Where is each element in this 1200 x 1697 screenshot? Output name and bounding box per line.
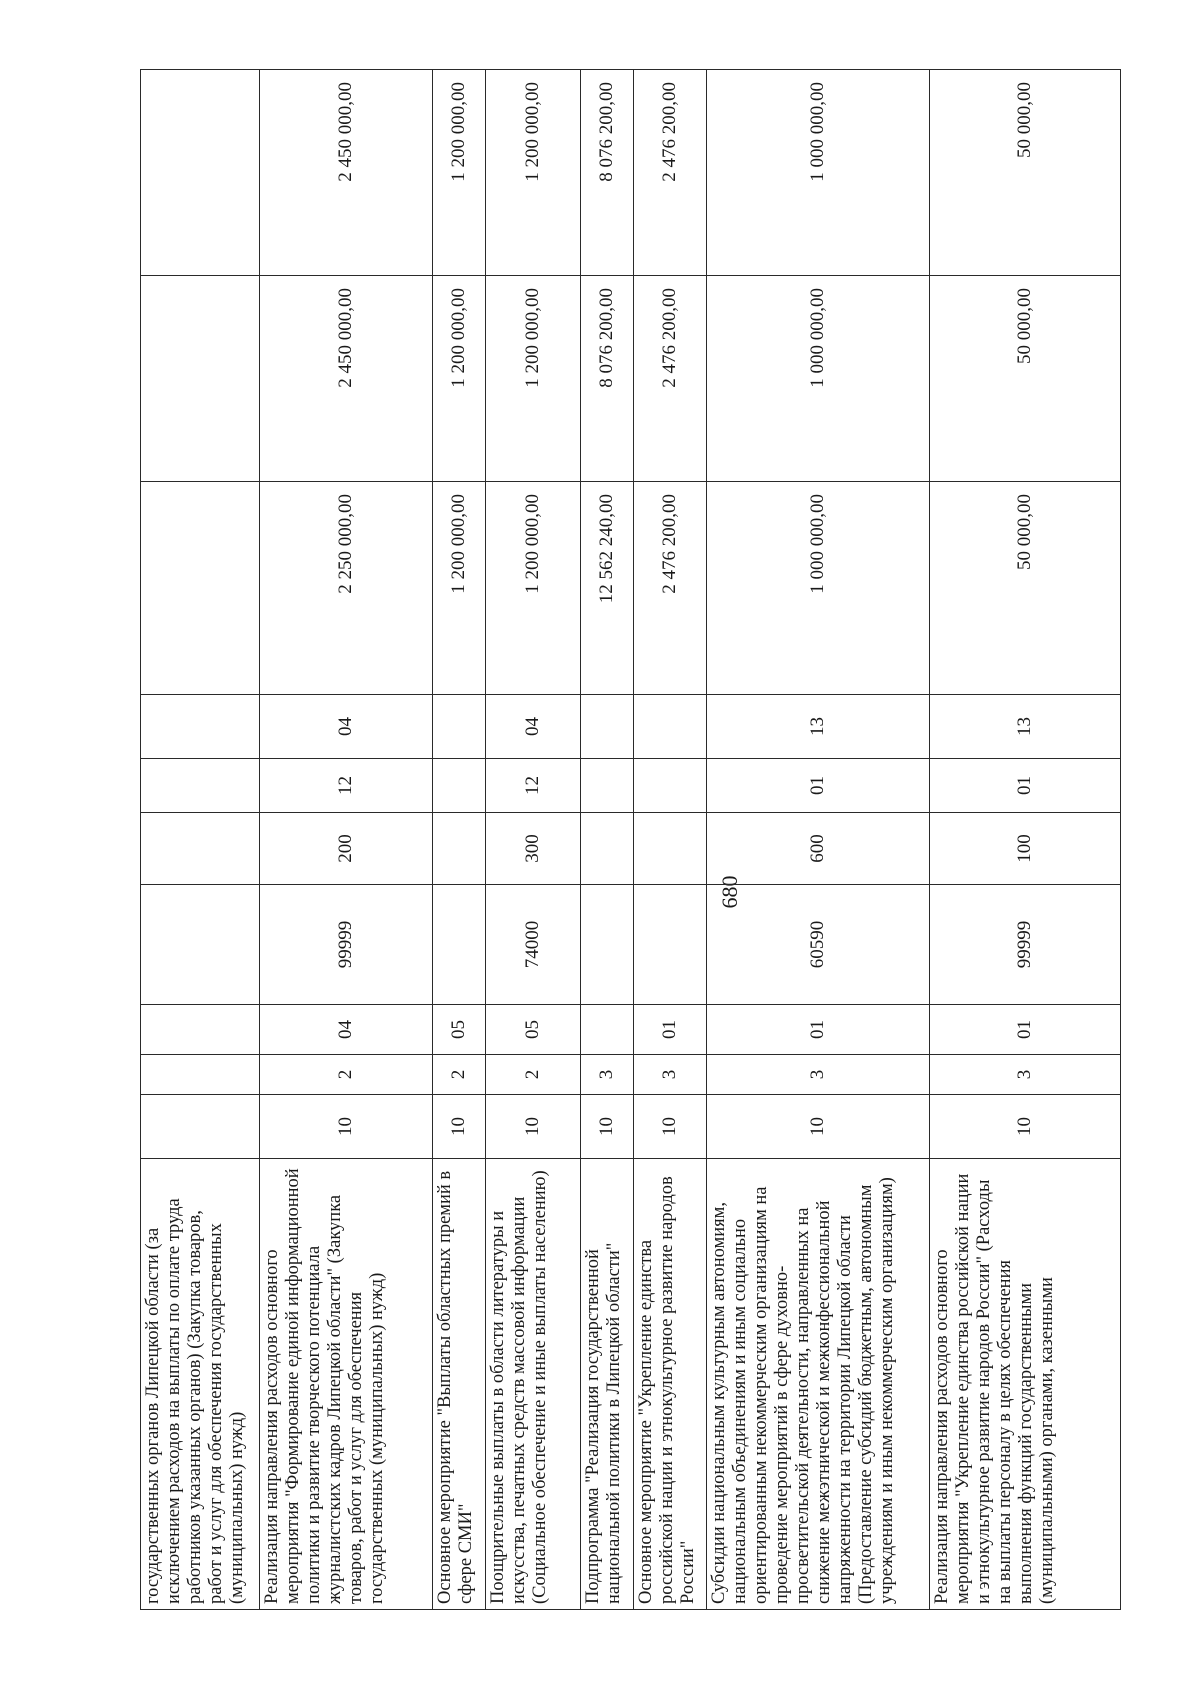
code-cell: 12 [260,759,433,813]
amount-cell: 2 450 000,00 [260,276,433,482]
code-cell [433,759,486,813]
code-cell [141,1005,260,1055]
amount-cell: 1 200 000,00 [486,276,581,482]
amount-cell: 1 200 000,00 [486,70,581,276]
amount-cell: 50 000,00 [930,70,1121,276]
code-cell [634,759,707,813]
row-name-cell: государственных органов Липецкой области (за исключением расходов на выплаты по оплате труда работников указанных органов) (Закупка товаров, работ и услуг для обеспечения государственных (муниципальных) нужд) [141,1159,260,1610]
code-cell: 2 [486,1055,581,1095]
amount-cell: 2 250 000,00 [260,482,433,695]
code-cell: 100 [930,813,1121,885]
code-cell [141,813,260,885]
code-cell: 01 [707,759,930,813]
code-cell: 3 [634,1055,707,1095]
code-cell: 2 [433,1055,486,1095]
table-row [486,70,581,1610]
code-cell: 05 [486,1005,581,1055]
table-row [141,70,260,1610]
rotated-table-wrapper [140,70,1120,1610]
code-cell: 01 [707,1005,930,1055]
table-row [581,70,634,1610]
table-row [260,70,433,1610]
code-cell: 05 [433,1005,486,1055]
code-cell: 10 [260,1095,433,1159]
code-cell: 10 [930,1095,1121,1159]
amount-cell [141,276,260,482]
row-name-cell: Основное мероприятие "Укрепление единства российской нации и этнокультурное развитие народов России" [634,1159,707,1610]
amount-cell: 1 000 000,00 [707,482,930,695]
code-cell: 01 [930,1005,1121,1055]
amount-cell: 1 000 000,00 [707,276,930,482]
code-cell: 04 [260,695,433,759]
code-cell [433,885,486,1005]
table-row [433,70,486,1610]
budget-table [140,69,1121,1610]
code-cell: 60590 [707,885,930,1005]
table-row [634,70,707,1610]
code-cell [433,695,486,759]
amount-cell: 50 000,00 [930,482,1121,695]
amount-cell [141,70,260,276]
code-cell [581,759,634,813]
code-cell [141,1055,260,1095]
code-cell [581,695,634,759]
amount-cell: 8 076 200,00 [581,276,634,482]
code-cell: 10 [634,1095,707,1159]
code-cell: 13 [930,695,1121,759]
amount-cell: 2 476 200,00 [634,276,707,482]
row-name-cell: Реализация направления расходов основного мероприятия "Укрепление единства российской нации и этнокультурное развитие народов России" (Расходы на выплаты персоналу в целях обеспечения выполнения функций государственными (муниципальными) органами, казенными [930,1159,1121,1610]
amount-cell: 2 476 200,00 [634,70,707,276]
row-name-cell: Субсидии национальным культурным автономиям, национальным объединениям и иным социально ориентированным некоммерческим организациям на проведение мероприятий в сфере духовно-просветительской деятельности, направленных на снижение межэтнической и межконфессиональной напряженности на территории Липецкой области (Предоставление субсидий бюджетным, автономным учреждениям и иным некоммерческим организациям) [707,1159,930,1610]
amount-cell: 50 000,00 [930,276,1121,482]
code-cell: 04 [260,1005,433,1055]
amount-cell: 2 476 200,00 [634,482,707,695]
code-cell: 3 [930,1055,1121,1095]
code-cell [581,813,634,885]
amount-cell: 1 200 000,00 [433,482,486,695]
row-name-cell: Подпрограмма "Реализация государственной национальной политики в Липецкой области" [581,1159,634,1610]
code-cell [634,695,707,759]
code-cell: 74000 [486,885,581,1005]
amount-cell: 8 076 200,00 [581,70,634,276]
code-cell: 10 [581,1095,634,1159]
code-cell [634,813,707,885]
code-cell: 300 [486,813,581,885]
amount-cell: 12 562 240,00 [581,482,634,695]
code-cell: 3 [581,1055,634,1095]
code-cell [141,695,260,759]
code-cell: 01 [930,759,1121,813]
table-row [707,70,930,1610]
code-cell [634,885,707,1005]
code-cell: 13 [707,695,930,759]
code-cell: 01 [634,1005,707,1055]
amount-cell: 1 200 000,00 [486,482,581,695]
amount-cell: 2 450 000,00 [260,70,433,276]
amount-cell [141,482,260,695]
code-cell: 3 [707,1055,930,1095]
code-cell: 600 [707,813,930,885]
code-cell: 12 [486,759,581,813]
code-cell: 10 [707,1095,930,1159]
row-name-cell: Основное мероприятие "Выплаты областных премий в сфере СМИ" [433,1159,486,1610]
code-cell [141,759,260,813]
amount-cell: 1 200 000,00 [433,276,486,482]
code-cell: 99999 [930,885,1121,1005]
code-cell: 10 [433,1095,486,1159]
code-cell [433,813,486,885]
code-cell: 10 [486,1095,581,1159]
row-name-cell: Реализация направления расходов основного мероприятия "Формирование единой информационной политики и развитие творческого потенциала журналистских кадров Липецкой области" (Закупка товаров, работ и услуг для обеспечения государственных (муниципальных) нужд) [260,1159,433,1610]
row-name-cell: Поощрительные выплаты в области литературы и искусства, печатных средств массовой информации (Социальное обеспечение и иные выплаты населению) [486,1159,581,1610]
amount-cell: 1 200 000,00 [433,70,486,276]
code-cell [141,885,260,1005]
code-cell [141,1095,260,1159]
code-cell [581,1005,634,1055]
code-cell [581,885,634,1005]
code-cell: 99999 [260,885,433,1005]
amount-cell: 1 000 000,00 [707,70,930,276]
code-cell: 04 [486,695,581,759]
code-cell: 200 [260,813,433,885]
code-cell: 2 [260,1055,433,1095]
table-row [930,70,1121,1610]
page-number: 680 [717,875,742,909]
